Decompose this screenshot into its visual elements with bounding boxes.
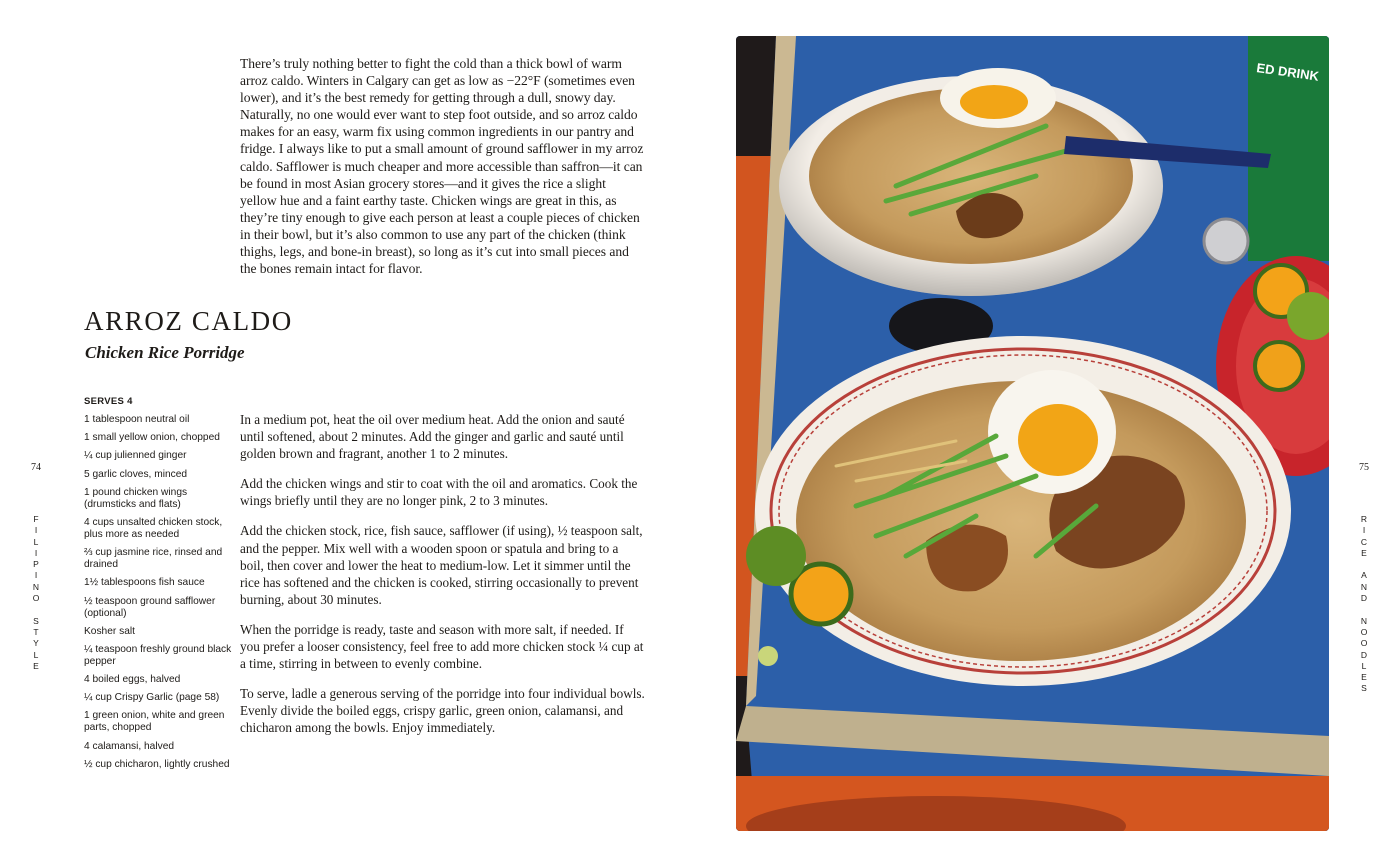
running-head-letter: I	[34, 547, 38, 558]
running-head-letter: N	[1360, 581, 1368, 592]
ingredient-item: 5 garlic cloves, minced	[84, 468, 188, 480]
running-head-letter: L	[33, 536, 39, 547]
ingredient-item: 4 calamansi, halved	[84, 740, 175, 752]
running-head-letter: I	[34, 525, 38, 536]
running-head-letter: L	[1361, 660, 1367, 671]
arroz-caldo-photo	[736, 36, 1329, 831]
running-head-letter	[30, 604, 42, 615]
calamansi-half	[1255, 342, 1303, 390]
ingredient-item: 1 small yellow onion, chopped	[84, 432, 220, 444]
ingredient-list	[84, 414, 234, 777]
ingredient-item: Kosher salt	[84, 625, 135, 637]
food-photo-illustration	[736, 36, 1329, 831]
ingredient-item: 4 cups unsalted chicken stock, plus more as needed	[84, 516, 223, 540]
ingredient-item: 4 boiled eggs, halved	[84, 674, 181, 686]
running-head-letter: E	[1361, 672, 1367, 683]
running-head-letter: O	[32, 593, 40, 604]
running-head-letter: S	[33, 615, 39, 626]
serves-label: SERVES 4	[84, 396, 133, 407]
page-number-right: 75	[1359, 462, 1369, 473]
running-head-letter: C	[1360, 536, 1368, 547]
calamansi-seed	[758, 646, 778, 666]
running-head-letter: O	[1360, 626, 1368, 637]
method-step: When the porridge is ready, taste and season with more salt, if needed. If you prefer a looser consistency, feel free to add more chicken stock ¼ cup at a time, stirring in between to evenly combine.	[240, 621, 644, 672]
running-head-letter	[1358, 559, 1370, 570]
running-head-letter: E	[33, 660, 39, 671]
ingredient-item: 1 pound chicken wings (drumsticks and flats)	[84, 486, 188, 510]
running-head-letter: P	[33, 559, 39, 570]
running-head-letter: F	[33, 514, 39, 524]
running-head-letter: N	[1360, 615, 1368, 626]
running-head-letter: A	[1361, 570, 1367, 581]
ingredient-item: ½ cup chicharon, lightly crushed	[84, 758, 230, 770]
bottom-egg-yolk	[1018, 404, 1098, 476]
running-head-letter: O	[1360, 638, 1368, 649]
running-head-right	[1358, 514, 1370, 695]
top-egg-yolk	[960, 85, 1028, 119]
running-head-letter: N	[32, 581, 40, 592]
running-head-left	[30, 514, 42, 672]
ingredient-item: 1 green onion, white and green parts, chopped	[84, 710, 225, 734]
running-head-letter: S	[1361, 683, 1367, 694]
running-head-letter: I	[34, 570, 38, 581]
running-head-letter	[1358, 604, 1370, 615]
running-head-letter: T	[33, 626, 39, 637]
running-head-letter: D	[1360, 593, 1368, 604]
running-head-letter: D	[1360, 649, 1368, 660]
recipe-title: ARROZ CALDO	[84, 306, 293, 336]
recipe-subtitle: Chicken Rice Porridge	[85, 343, 245, 362]
running-head-letter: R	[1360, 514, 1368, 524]
method-step: In a medium pot, heat the oil over medium heat. Add the onion and sauté until softened, about 2 minutes. Add the ginger and garlic and sauté until golden brown and fragrant, another 1 to 2 minutes.	[240, 412, 625, 462]
intro-paragraph: There’s truly nothing better to fight the cold than a thick bowl of warm arroz caldo. Winters in Calgary can get as low as −22°F (sometimes even lower), and it’s the best remedy for getting through a dull, snowy day. Naturally, no one would ever want to step foot outside, and so arroz caldo makes for an easy, warm fix using common ingredients in our pantry and fridge. I always like to put a small amount of ground safflower in my arroz caldo. Safflower is much cheaper and more accessible than saffron—it can be found in most Asian grocery stores—and it gives the rice a slight yellow hue and a faint earthy taste. Chicken wings are great in this, as they’re tiny enough to give each person at least a couple pieces of chicken in their bowl, but it’s also common to use any part of the chicken (think thighs, legs, and bone-in breast), so long as it’s cut into small pieces and the bones remain intact for flavor.	[240, 56, 644, 277]
method-step: To serve, ladle a generous serving of the porridge into four individual bowls. Evenly divide the boiled eggs, crispy garlic, green onion, calamansi, and chicharon among the bowls. Enjoy immediately.	[240, 686, 645, 736]
ingredient-item: 1½ tablespoons fish sauce	[84, 577, 205, 589]
ingredient-item: ¼ cup Crispy Garlic (page 58)	[84, 692, 220, 704]
method-steps	[240, 411, 645, 750]
ingredient-item: ¼ teaspoon freshly ground black pepper	[84, 643, 232, 667]
ingredient-item: ⅔ cup jasmine rice, rinsed and drained	[84, 547, 223, 571]
running-head-letter: Y	[33, 638, 39, 649]
running-head-letter: L	[33, 649, 39, 660]
calamansi-whole	[746, 526, 806, 586]
method-step: Add the chicken wings and stir to coat with the oil and aromatics. Cook the wings briefly until they are no longer pink, 2 to 3 minutes.	[240, 476, 638, 509]
running-head-letter: E	[1361, 547, 1367, 558]
ingredient-item: ¼ cup julienned ginger	[84, 450, 187, 462]
ingredient-item: ½ teaspoon ground safflower (optional)	[84, 595, 216, 619]
ingredient-item: 1 tablespoon neutral oil	[84, 414, 190, 425]
bottle-cap	[1204, 219, 1248, 263]
page-number-left: 74	[31, 462, 41, 473]
running-head-letter: I	[1362, 525, 1366, 536]
method-step: Add the chicken stock, rice, fish sauce, safflower (if using), ½ teaspoon salt, and the pepper. Mix well with a wooden spoon or spatula and bring to a boil, then cover and lower the heat to medium-low. Let it simmer until the rice has softened and the chicken is cooked, stirring occasionally to prevent burning, about 30 minutes.	[240, 523, 643, 607]
can-label: ED DRINK	[1255, 60, 1320, 84]
